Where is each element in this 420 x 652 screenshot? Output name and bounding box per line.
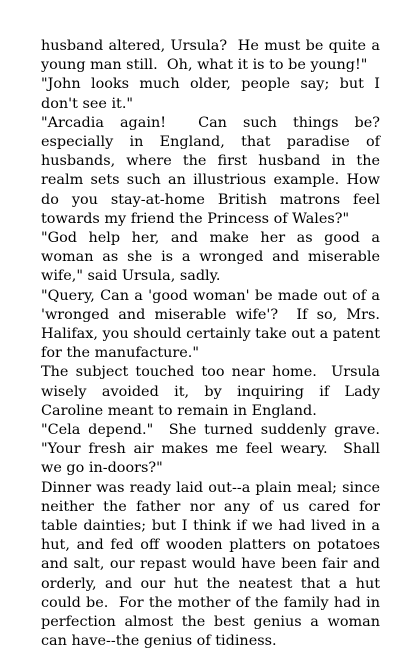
paragraph: husband altered, Ursula? He must be quite a young man still. Oh, what it is to be young!" [41,38,385,74]
paragraph: "God help her, and make her as good a woman as she is a wronged and miserable wife," said Ursula, sadly. [41,230,385,285]
paragraph: "Cela depend." She turned suddenly grave. "Your fresh air makes me feel weary. Shall we go in-doors?" [41,422,390,477]
page-body-text [41,37,390,652]
paragraph: "Arcadia again! Can such things be? especially in England, that paradise of husbands, where the first husband in the realm sets such an illustrious example. How do you stay-at-home British matrons feel towards my friend the Princess of Wales?" [41,114,385,227]
paragraph: The subject touched too near home. Ursula wisely avoided it, by inquiring if Lady Caroline meant to remain in England. [41,364,385,419]
paragraph: "John looks much older, people say; but I don't see it." [41,76,385,112]
paragraph: "Query, Can a 'good woman' be made out of a 'wronged and miserable wife'? If so, Mrs. Halifax, you should certainly take out a patent for the manufacture." [41,287,385,362]
paragraph: Dinner was ready laid out--a plain meal; since neither the father nor any of us cared for table dainties; but I think if we had lived in a hut, and fed off wooden platters on potatoes and salt, our repast would have been fair and orderly, and our hut the neatest that a hut could be. For the mother of the family had in perfection almost the best genius a woman can have--the genius of tidiness. [41,479,385,650]
